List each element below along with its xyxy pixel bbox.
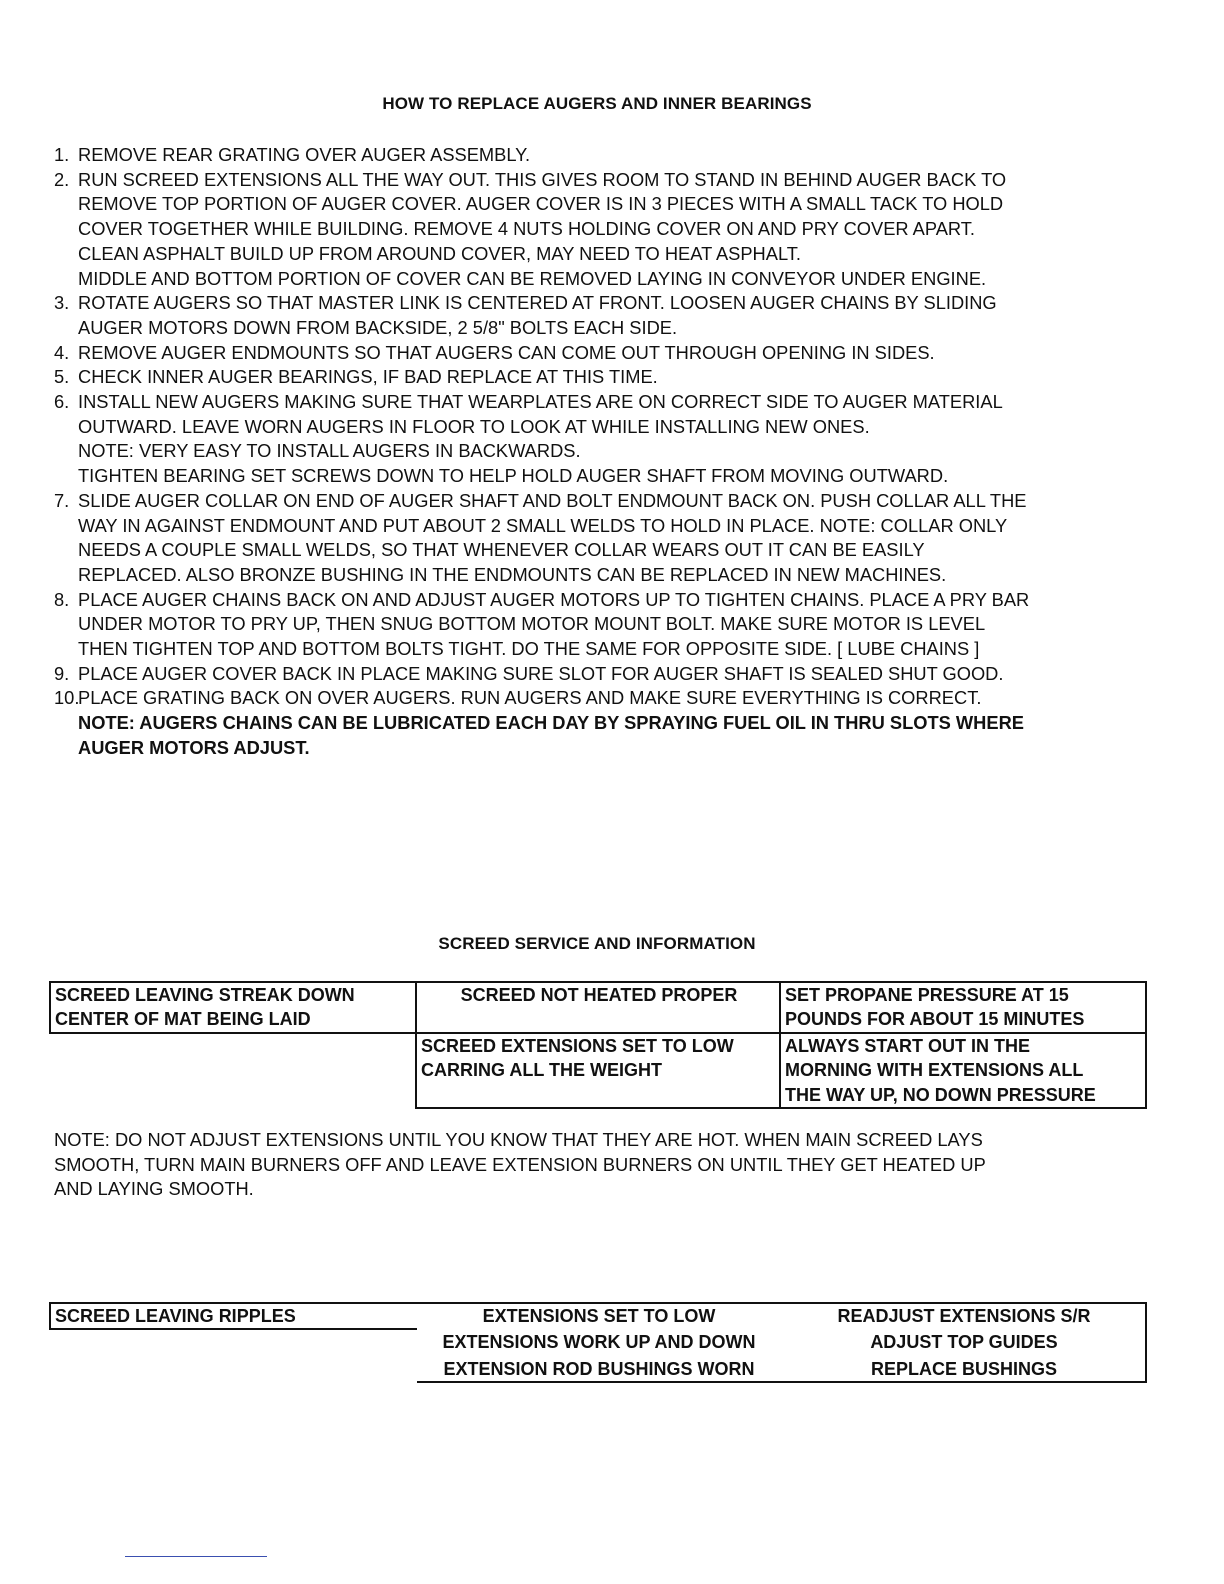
step-line: MIDDLE AND BOTTOM PORTION OF COVER CAN BE REMOVED LAYING IN CONVEYOR UNDER ENGINE. (78, 267, 987, 289)
step-number: 1. (54, 144, 70, 165)
empty-cell (50, 1329, 416, 1355)
problem-cell (50, 982, 416, 1033)
step-line: SLIDE AUGER COLLAR ON END OF AUGER SHAFT AND BOLT ENDMOUNT BACK ON. PUSH COLLAR ALL THE (78, 489, 1027, 511)
remedy-line: POUNDS FOR ABOUT 15 MINUTES (785, 1009, 1085, 1030)
augers-section-title: HOW TO REPLACE AUGERS AND INNER BEARINGS (382, 94, 812, 113)
remedy-line: MORNING WITH EXTENSIONS ALL (785, 1060, 1084, 1081)
step-6 (54, 390, 1154, 489)
step-line: PLACE AUGER COVER BACK IN PLACE MAKING SURE SLOT FOR AUGER SHAFT IS SEALED SHUT GOOD. (78, 662, 1004, 684)
step-line: NEEDS A COUPLE SMALL WELDS, SO THAT WHENEVER COLLAR WEARS OUT IT CAN BE EASILY (78, 539, 925, 561)
step-number: 6. (54, 391, 70, 413)
step-number: 3. (54, 292, 70, 314)
screed-section-title: SCREED SERVICE AND INFORMATION (438, 934, 756, 953)
augers-steps-list (54, 143, 1154, 761)
step-number: 2. (54, 168, 70, 190)
step-10 (54, 686, 1154, 760)
step-number: 8. (54, 588, 70, 610)
extensions-note (54, 1128, 1154, 1202)
step-line: NOTE: VERY EASY TO INSTALL AUGERS IN BACKWARDS. (78, 440, 581, 462)
step-line: PLACE GRATING BACK ON OVER AUGERS. RUN AUGERS AND MAKE SURE EVERYTHING IS CORRECT. (78, 687, 982, 709)
cause-cell: EXTENSIONS SET TO LOW (416, 1303, 780, 1329)
empty-cell (50, 1033, 416, 1108)
step-number: 7. (54, 489, 70, 511)
step-line: REMOVE REAR GRATING OVER AUGER ASSEMBLY. (78, 144, 531, 165)
step-number: 4. (54, 341, 70, 363)
step-number: 10. (54, 687, 80, 709)
note-line: NOTE: DO NOT ADJUST EXTENSIONS UNTIL YOU KNOW THAT THEY ARE HOT. WHEN MAIN SCREED LAYS (54, 1129, 983, 1150)
step-line: CLEAN ASPHALT BUILD UP FROM AROUND COVER, MAY NEED TO HEAT ASPHALT. (78, 242, 801, 264)
table-row (50, 1303, 1146, 1329)
step-line: ROTATE AUGERS SO THAT MASTER LINK IS CENTERED AT FRONT. LOOSEN AUGER CHAINS BY SLIDING (78, 292, 997, 314)
cause-line: CARRING ALL THE WEIGHT (421, 1060, 662, 1081)
cause-cell: EXTENSIONS WORK UP AND DOWN (416, 1329, 780, 1355)
step-line: WAY IN AGAINST ENDMOUNT AND PUT ABOUT 2 SMALL WELDS TO HOLD IN PLACE. NOTE: COLLAR ONLY (78, 514, 1008, 536)
step-9 (54, 662, 1154, 687)
step-5 (54, 365, 1154, 390)
table-row (50, 1329, 1146, 1355)
step-line: REPLACED. ALSO BRONZE BUSHING IN THE ENDMOUNTS CAN BE REPLACED IN NEW MACHINES. (78, 563, 947, 585)
note-line: SMOOTH, TURN MAIN BURNERS OFF AND LEAVE EXTENSION BURNERS ON UNTIL THEY GET HEATED UP (54, 1153, 986, 1175)
table-row (50, 1033, 1146, 1108)
step-line: TIGHTEN BEARING SET SCREWS DOWN TO HELP HOLD AUGER SHAFT FROM MOVING OUTWARD. (78, 465, 949, 487)
step-4 (54, 341, 1154, 366)
problem-line: CENTER OF MAT BEING LAID (55, 1009, 311, 1030)
screed-streak-table (49, 981, 1147, 1109)
step-7 (54, 489, 1154, 588)
table-row (50, 982, 1146, 1033)
lubrication-note-line: NOTE: AUGERS CHAINS CAN BE LUBRICATED EACH DAY BY SPRAYING FUEL OIL IN THRU SLOTS WHERE (78, 712, 1024, 734)
step-line: UNDER MOTOR TO PRY UP, THEN SNUG BOTTOM MOTOR MOUNT BOLT. MAKE SURE MOTOR IS LEVEL (78, 613, 986, 635)
step-8 (54, 588, 1154, 662)
remedy-cell: READJUST EXTENSIONS S/R (780, 1303, 1146, 1329)
cause-cell: EXTENSION ROD BUSHINGS WORN (416, 1356, 780, 1382)
step-line: THEN TIGHTEN TOP AND BOTTOM BOLTS TIGHT. DO THE SAME FOR OPPOSITE SIDE. [ LUBE CHAINS ] (78, 638, 980, 660)
step-number: 5. (54, 366, 70, 388)
step-line: PLACE AUGER CHAINS BACK ON AND ADJUST AUGER MOTORS UP TO TIGHTEN CHAINS. PLACE A PRY BAR (78, 588, 1030, 610)
remedy-cell: ADJUST TOP GUIDES (780, 1329, 1146, 1355)
screed-ripples-table (49, 1302, 1147, 1383)
step-1 (54, 143, 1154, 168)
remedy-line: SET PROPANE PRESSURE AT 15 (785, 985, 1069, 1005)
remedy-cell: REPLACE BUSHINGS (780, 1356, 1146, 1382)
cause-cell (416, 982, 780, 1033)
step-line: CHECK INNER AUGER BEARINGS, IF BAD REPLACE AT THIS TIME. (78, 366, 658, 388)
problem-cell: SCREED LEAVING RIPPLES (50, 1303, 416, 1329)
remedy-line: ALWAYS START OUT IN THE (785, 1035, 1031, 1056)
step-line: INSTALL NEW AUGERS MAKING SURE THAT WEARPLATES ARE ON CORRECT SIDE TO AUGER MATERIAL (78, 391, 1003, 413)
step-line: OUTWARD. LEAVE WORN AUGERS IN FLOOR TO LOOK AT WHILE INSTALLING NEW ONES. (78, 415, 870, 437)
step-line: AUGER MOTORS DOWN FROM BACKSIDE, 2 5/8" BOLTS EACH SIDE. (78, 316, 678, 338)
step-line: REMOVE AUGER ENDMOUNTS SO THAT AUGERS CAN COME OUT THROUGH OPENING IN SIDES. (78, 341, 935, 363)
step-number: 9. (54, 662, 70, 684)
footer-rule (125, 1556, 267, 1557)
cause-line: SCREED EXTENSIONS SET TO LOW (421, 1035, 734, 1056)
step-3 (54, 291, 1154, 340)
cause-line: SCREED NOT HEATED PROPER (460, 985, 738, 1005)
empty-cell (50, 1356, 416, 1382)
remedy-cell (780, 1033, 1146, 1108)
step-line: COVER TOGETHER WHILE BUILDING. REMOVE 4 NUTS HOLDING COVER ON AND PRY COVER APART. (78, 218, 975, 240)
step-line: REMOVE TOP PORTION OF AUGER COVER. AUGER COVER IS IN 3 PIECES WITH A SMALL TACK TO HOLD (78, 193, 1004, 215)
remedy-cell (780, 982, 1146, 1033)
note-line: AND LAYING SMOOTH. (54, 1178, 254, 1200)
cause-cell (416, 1033, 780, 1108)
table-row (50, 1356, 1146, 1382)
remedy-line: THE WAY UP, NO DOWN PRESSURE (785, 1084, 1096, 1105)
step-2 (54, 168, 1154, 292)
step-line: RUN SCREED EXTENSIONS ALL THE WAY OUT. THIS GIVES ROOM TO STAND IN BEHIND AUGER BACK TO (78, 168, 1007, 190)
problem-line: SCREED LEAVING STREAK DOWN (55, 985, 355, 1005)
lubrication-note-line: AUGER MOTORS ADJUST. (78, 736, 310, 758)
